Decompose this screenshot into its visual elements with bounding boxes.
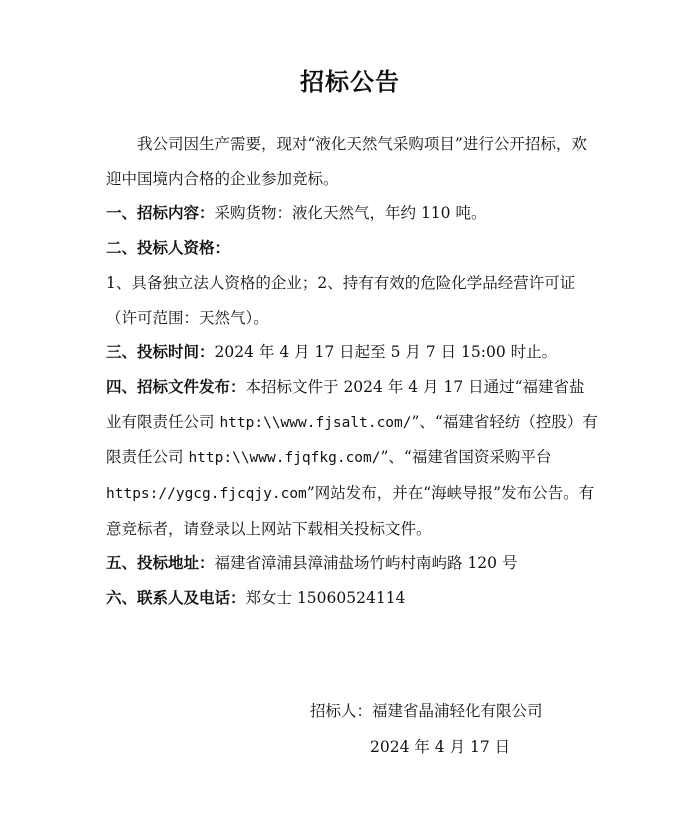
qualification-text: 1、具备独立法人资格的企业；2、持有有效的危险化学品经营许可证（许可范围：天然气）。 <box>106 273 576 327</box>
announcement-body <box>106 127 600 616</box>
release-text-3: ”、“福建省国资采购平台 <box>380 448 552 467</box>
url-fjqfkg: http:\\www.fjqfkg.com/ <box>188 450 381 467</box>
section-bid-address <box>106 546 600 581</box>
url-ygcg: https://ygcg.fjcqjy.com <box>106 486 307 503</box>
section-heading: 三、投标时间： <box>106 343 215 362</box>
section-heading: 五、投标地址： <box>106 554 215 573</box>
date-line: 2024 年 4 月 17 日 <box>370 738 511 756</box>
release-text-2: ”、“福建省轻纺（控股）有限责任公司 <box>106 412 598 467</box>
release-text-1: 本招标文件于 2024 年 4 月 17 日通过“福建省盐业有限责任公司 <box>106 377 585 431</box>
section-text: 采购货物：液化天然气，年约 110 吨。 <box>214 204 487 223</box>
section-text: 2024 年 4 月 17 日起至 5 月 7 日 15:00 时止。 <box>214 343 558 362</box>
section-qualification <box>106 231 600 266</box>
section-bid-content <box>106 196 600 231</box>
section-heading: 四、招标文件发布： <box>106 377 246 396</box>
url-fjsalt: http:\\www.fjsalt.com/ <box>219 414 412 431</box>
page-title: 招标公告 <box>300 68 400 96</box>
section-heading: 六、联系人及电话： <box>106 589 246 608</box>
section-bid-time <box>106 335 600 370</box>
section-text: 郑女士 15060524114 <box>245 589 406 608</box>
release-text-4: ”网站发布，并在“海峡导报”发布公告。有意竞标者，请登录以上网站下载相关投标文件。 <box>106 484 595 538</box>
section-heading: 一、招标内容： <box>106 204 215 223</box>
section-contact <box>106 581 600 616</box>
intro-paragraph: 我公司因生产需要，现对“液化天然气采购项目”进行公开招标，欢迎中国境内合格的企业参加竞标。 <box>106 135 587 188</box>
section-document-release <box>106 370 600 547</box>
section-text: 福建省漳浦县漳浦盐场竹屿村南屿路 120 号 <box>214 554 518 573</box>
signer-line: 招标人：福建省晶浦轻化有限公司 <box>310 702 543 720</box>
section-heading: 二、投标人资格： <box>106 239 231 258</box>
